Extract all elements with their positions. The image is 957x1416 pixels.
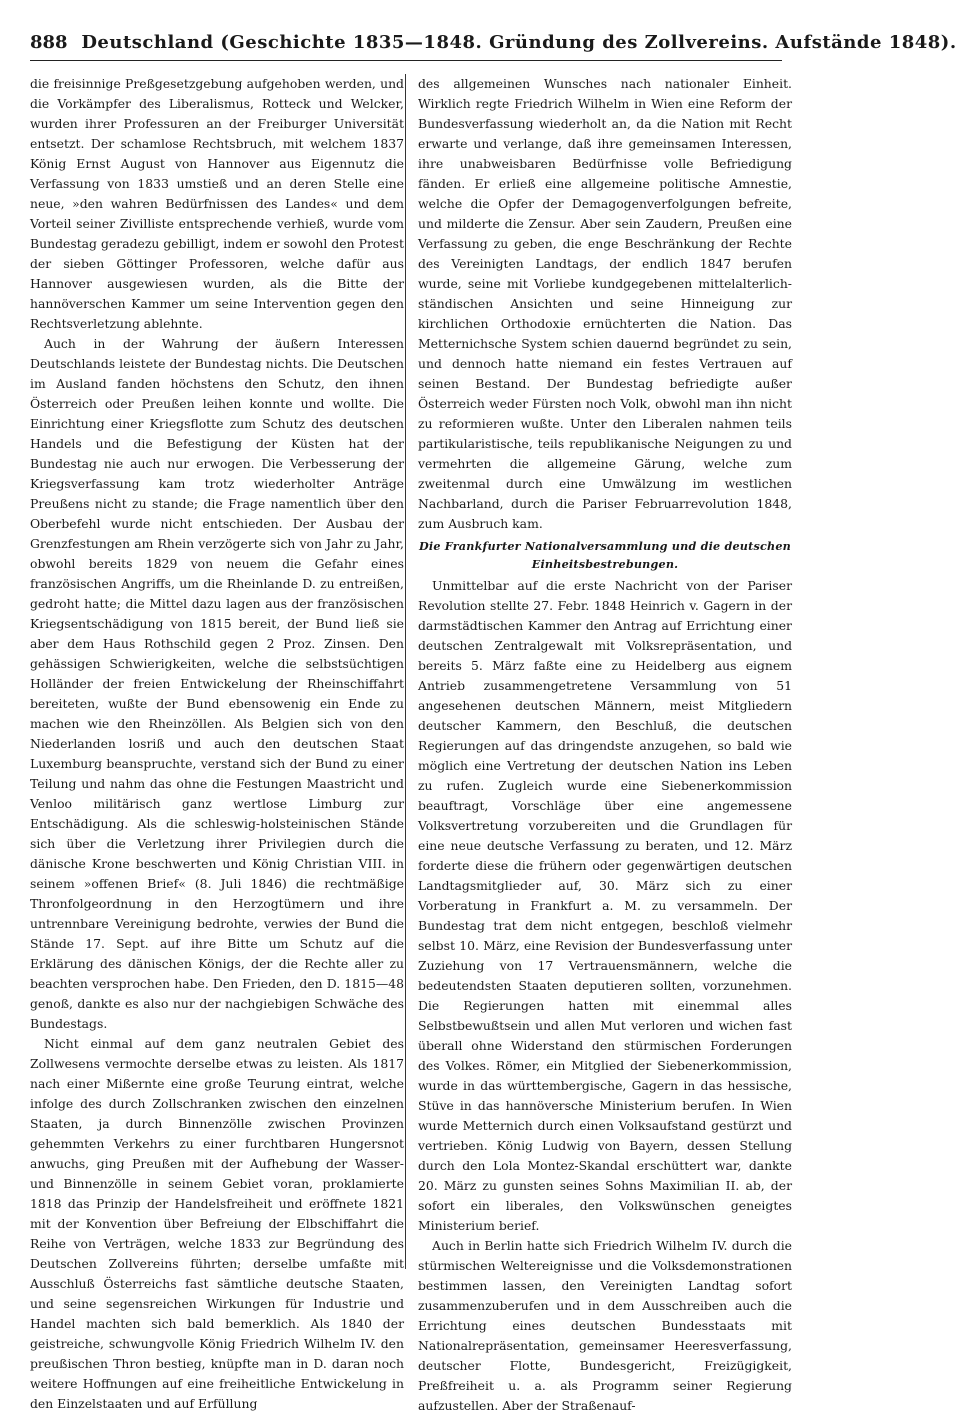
paragraph: Auch in der Wahrung der äußern Interessen Deutschlands leistete der Bundestag nichts. Die Deutschen im Ausland fanden höchstens den Schutz, den ihnen Österreich oder Preußen leihen konnte und wollte. Die Einrichtung einer Kriegsflotte zum Schutz des deutschen Handels und die Befestigung der Küsten hat der Bundestag nie auch nur erwogen. Die Verbesserung der Kriegsverfassung kam trotz wiederholter Anträge Preußens nicht zu stande; die Frage namentlich über den Oberbefehl wurde nicht entschieden. Der Ausbau der Grenzfestungen am Rhein verzögerte sich von Jahr zu Jahr, obwohl bereits 1829 von neuem die Gefahr eines französischen Angriffs, um die Rheinlande D. zu entreißen, gedroht hatte; die Mittel dazu lagen aus der französischen Kriegsentschädigung von 1815 bereit, der Bund ließ sie aber dem Haus Rothschild gegen 2 Proz. Zinsen. Den gehässigen Schwierigkeiten, welche die selbstsüchtigen Holländer der freien Entwickelung der Rheinschiffahrt bereiteten, wußte der Bund ebensowenig ein Ende zu machen wie den Rheinzöllen. Als Belgien sich von den Niederlanden losriß und auch den deutschen Staat Luxemburg beanspruchte, verstand sich der Bund zu einer Teilung und nahm das ohne die Festungen Maastricht und Venloo militärisch ganz wertlose Limburg zur Entschädigung. Als die schleswig-holsteinischen Stände sich über die Verletzung ihrer Privilegien durch die dänische Krone beschwerten und König Christian VIII. in seinem »offenen Brief« (8. Juli 1846) die rechtmäßige Thronfolgeordnung in den Herzogtümern und ihre untrennbare Vereinigung bedrohte, verwies der Bund die Stände 17. Sept. auf ihre Bitte um Schutz auf die Erklärung des dänischen Königs, der die Rechte aller zu beachten versprochen habe. Den Frieden, den D. 1815—48 genoß, dankte es also nur der nachgiebigen Schwäche des Bundestags. xyxy=(30,336,404,1031)
header-rule xyxy=(30,60,782,61)
section-heading: Die Frankfurter Nationalversammlung und die deutschen Einheitsbestrebungen. xyxy=(418,539,792,571)
paragraph: die freisinnige Preßgesetzgebung aufgehoben werden, und die Vorkämpfer des Liberalismus, Rotteck und Welcker, wurden ihrer Professuren an der Freiburger Universität entsetzt. Der schamlose Rechtsbruch, mit welchem 1837 König Ernst August von Hannover aus Eigennutz die Verfassung von 1833 umstieß und an deren Stelle eine neue, »den wahren Bedürfnissen des Landes« und dem Vorteil seiner Zivilliste entsprechende verhieß, wurde vom Bundestag geradezu gebilligt, indem er sowohl den Protest der sieben Göttinger Professoren, welche dafür aus Hannover ausgewiesen wurden, als die Bitte der hannöverschen Kammer um seine Intervention gegen den Rechtsverletzung ablehnte. xyxy=(30,76,404,331)
column-divider xyxy=(405,74,406,1269)
paragraph: Nicht einmal auf dem ganz neutralen Gebiet des Zollwesens vermochte derselbe etwas zu leisten. Als 1817 nach einer Mißernte eine große Teurung eintrat, welche infolge des durch Zollschranken zwischen den einzelnen Staaten, ja durch Binnenzölle zwischen Provinzen gehemmten Verkehrs zu einer furchtbaren Hungersnot anwuchs, ging Preußen mit der Aufhebung der Wasser- und Binnenzölle in seinem Gebiet voran, proklamierte 1818 das Prinzip der Handelsfreiheit und eröffnete 1821 mit der Konvention über Befreiung der Elbschiffahrt die Reihe von Verträgen, welche 1833 zur Begründung des Deutschen Zollvereins führten; derselbe umfaßte mit Ausschluß Österreichs fast sämtliche deutsche Staaten, und seine segensreichen Wirkungen für Industrie und Handel machten sich bald bemerklich. Als 1840 der geistreiche, schwungvolle König Friedrich Wilhelm IV. den preußischen Thron bestieg, knüpfte man in D. daran noch weitere Hoffnungen auf eine freiheitliche Entwickelung in den Einzelstaaten und auf Erfüllung xyxy=(30,1036,404,1411)
paragraph: des allgemeinen Wunsches nach nationaler Einheit. Wirklich regte Friedrich Wilhelm in Wien eine Reform der Bundesverfassung wiederholt an, da die Nation mit Recht erwarte und verlange, daß ihre gemeinsamen Interessen, ihre unabweisbaren Bedürfnisse volle Befriedigung fänden. Er erließ eine allgemeine politische Amnestie, welche die Opfer der Demagogenverfolgungen befreite, und milderte die Zensur. Aber sein Zaudern, Preußen eine Verfassung zu geben, die enge Beschränkung der Rechte des Vereinigten Landtags, der endlich 1847 berufen wurde, seine mit Vorliebe kundgegebenen mittelalterlich-ständischen Ansichten und seine Hinneigung zur kirchlichen Orthodoxie ernüchterten die Nation. Das Metternichsche System schien dauernd begründet zu sein, und dennoch hatte niemand ein festes Vertrauen auf seinen Bestand. Der Bundestag befriedigte außer Österreich weder Fürsten noch Volk, obwohl man ihn nicht zu reformieren wußte. Unter den Liberalen nahmen teils partikularistische, teils republikanische Neigungen zu und vermehrten die allgemeine Gärung, welche zum zweitenmal durch eine Umwälzung im westlichen Nachbarland, durch die Pariser Februarrevolution 1848, zum Ausbruch kam. xyxy=(418,76,792,531)
paragraph: Unmittelbar auf die erste Nachricht von der Pariser Revolution stellte 27. Febr. 1848 Heinrich v. Gagern in der darmstädtischen Kammer den Antrag auf Errichtung einer deutschen Zentralgewalt mit Volksrepräsentation, und bereits 5. März faßte eine zu Heidelberg aus eignem Antrieb zusammengetretene Versammlung von 51 angesehenen deutschen Männern, meist Mitgliedern deutscher Kammern, den Beschluß, die deutschen Regierungen auf das dringendste anzugehen, so bald wie möglich eine Vertretung der deutschen Nation ins Leben zu rufen. Zugleich wurde eine Siebenerkommission beauftragt, Vorschläge über eine angemessene Volksvertretung vorzubereiten und die Grundlagen für eine neue deutsche Verfassung zu beraten, und 12. März forderte diese die frühern oder gegenwärtigen deutschen Landtagsmitglieder auf, 30. März sich zu einer Vorberatung in Frankfurt a. M. zu versammeln. Der Bundestag trat dem nicht entgegen, beschloß vielmehr selbst 10. März, eine Revision der Bundesverfassung unter Zuziehung von 17 Vertrauensmännern, welche die bedeutendsten Staaten deputieren sollten, vorzunehmen. Die Regierungen hatten mit einemmal alles Selbstbewußtsein und allen Mut verloren und wichen fast überall ohne Widerstand den stürmischen Forderungen des Volkes. Römer, ein Mitglied der Siebenerkommission, wurde in das württembergische, Gagern in das hessische, Stüve in das hannöversche Ministerium berufen. In Wien wurde Metternich durch einen Volksaufstand gestürzt und vertrieben. König Ludwig von Bayern, dessen Stellung durch den Lola Montez-Skandal erschüttert war, dankte 20. März zu gunsten seines Sohns Maximilian II. ab, der sofort ein liberales, den Volkswünschen geneigtes Ministerium berief. xyxy=(418,578,792,1233)
page-header xyxy=(30,28,957,58)
right-column xyxy=(418,74,792,1413)
paragraph: Auch in Berlin hatte sich Friedrich Wilhelm IV. durch die stürmischen Weltereignisse und die Volksdemonstrationen bestimmen lassen, den Vereinigten Landtag sofort zusammenzuberufen und in dem Ausschreiben auch die Errichtung eines deutschen Bundesstaats mit Nationalrepräsentation, gemeinsamer Heeresverfassung, deutscher Flotte, Bundesgericht, Freizügigkeit, Preßfreiheit u. a. als Programm seiner Regierung aufzustellen. Aber der Straßenauf- xyxy=(418,1238,792,1413)
left-column xyxy=(30,74,404,1411)
page-number: 888 xyxy=(30,32,68,53)
running-title: Deutschland (Geschichte 1835—1848. Gründung des Zollvereins. Aufstände 1848). xyxy=(81,32,957,53)
